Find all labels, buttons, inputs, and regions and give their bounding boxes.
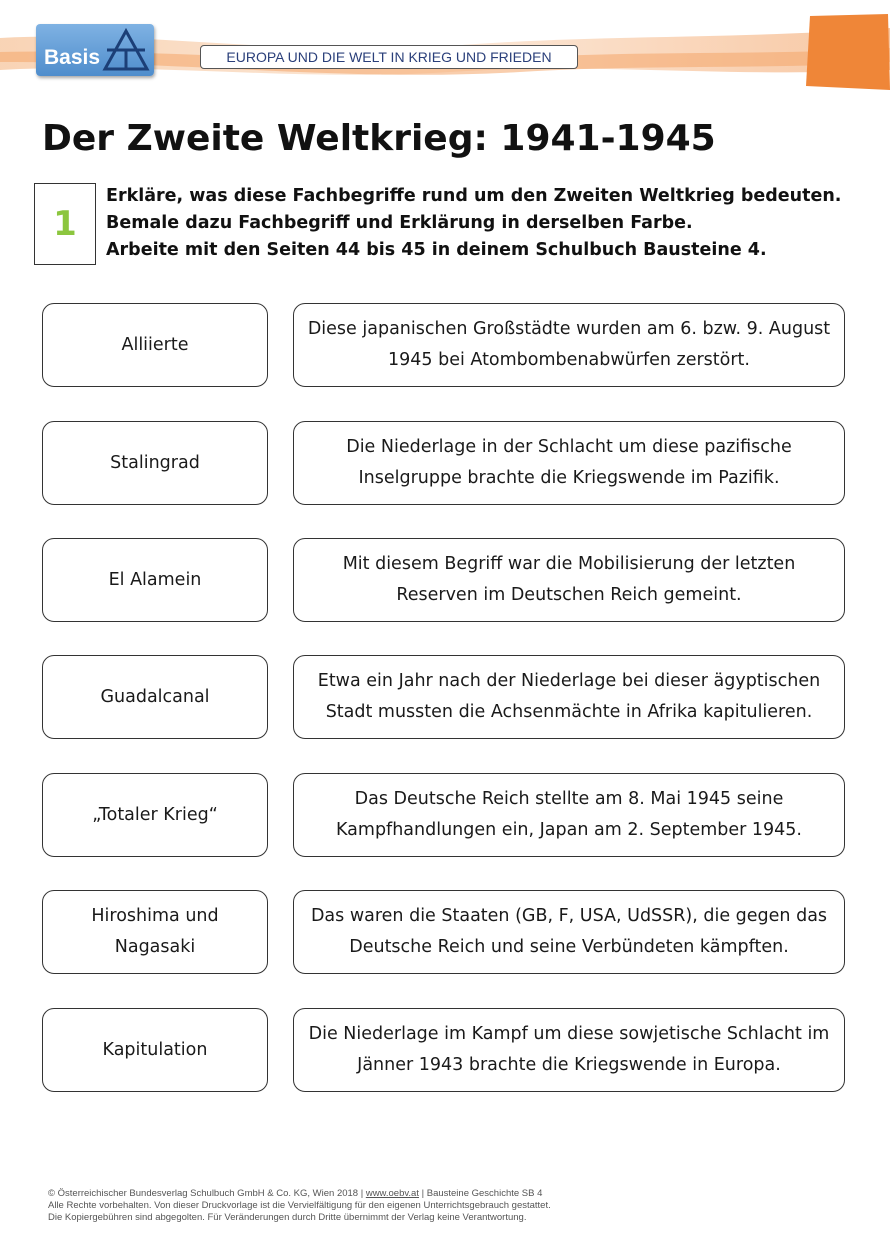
task-instructions — [106, 183, 846, 264]
instruction-line: Bemale dazu Fachbegriff und Erklärung in derselben Farbe. — [106, 213, 693, 233]
copyright-footer — [48, 1188, 848, 1224]
publisher-logo — [36, 24, 154, 76]
series-title: EUROPA UND DIE WELT IN KRIEG UND FRIEDEN — [200, 45, 578, 69]
footer-line: Die Kopiergebühren sind abgegolten. Für Veränderungen durch Dritte übernimmt der Verlag keine Verantwortung. — [48, 1212, 527, 1223]
definition-box: Das Deutsche Reich stellte am 8. Mai 1945 seine Kampfhandlungen ein, Japan am 2. September 1945. — [293, 773, 845, 857]
term-box: Guadalcanal — [42, 655, 268, 739]
triangle-logo-icon — [102, 28, 150, 72]
instruction-line: Erkläre, was diese Fachbegriffe rund um den Zweiten Weltkrieg bedeuten. — [106, 186, 842, 206]
term-box: „Totaler Krieg“ — [42, 773, 268, 857]
definition-box: Etwa ein Jahr nach der Niederlage bei dieser ägyptischen Stadt mussten die Achsenmächte in Afrika kapitulieren. — [293, 655, 845, 739]
task-number: 1 — [34, 183, 96, 265]
logo-text: Basis — [44, 46, 101, 69]
term-box: Stalingrad — [42, 421, 268, 505]
term-box: Alliierte — [42, 303, 268, 387]
footer-line: Alle Rechte vorbehalten. Von dieser Druckvorlage ist die Vervielfältigung für den eigenen Unterrichtsgebrauch gestattet. — [48, 1200, 551, 1211]
term-box: Kapitulation — [42, 1008, 268, 1092]
term-box: Hiroshima und Nagasaki — [42, 890, 268, 974]
definition-box: Diese japanischen Großstädte wurden am 6. bzw. 9. August 1945 bei Atombombenabwürfen zerstört. — [293, 303, 845, 387]
definition-box: Die Niederlage in der Schlacht um diese pazifische Inselgruppe brachte die Kriegswende im Pazifik. — [293, 421, 845, 505]
page-title: Der Zweite Weltkrieg: 1941-1945 — [42, 118, 716, 159]
footer-line: © Österreichischer Bundesverlag Schulbuch GmbH & Co. KG, Wien 2018 | www.oebv.at | Bausteine Geschichte SB 4 — [48, 1188, 543, 1199]
definition-box: Das waren die Staaten (GB, F, USA, UdSSR), die gegen das Deutsche Reich und seine Verbündeten kämpften. — [293, 890, 845, 974]
definition-box: Mit diesem Begriff war die Mobilisierung der letzten Reserven im Deutschen Reich gemeint. — [293, 538, 845, 622]
publisher-link[interactable]: www.oebv.at — [365, 1188, 419, 1199]
instruction-line: Arbeite mit den Seiten 44 bis 45 in deinem Schulbuch Bausteine 4. — [106, 240, 767, 260]
term-box: El Alamein — [42, 538, 268, 622]
definition-box: Die Niederlage im Kampf um diese sowjetische Schlacht im Jänner 1943 brachte die Kriegswende in Europa. — [293, 1008, 845, 1092]
